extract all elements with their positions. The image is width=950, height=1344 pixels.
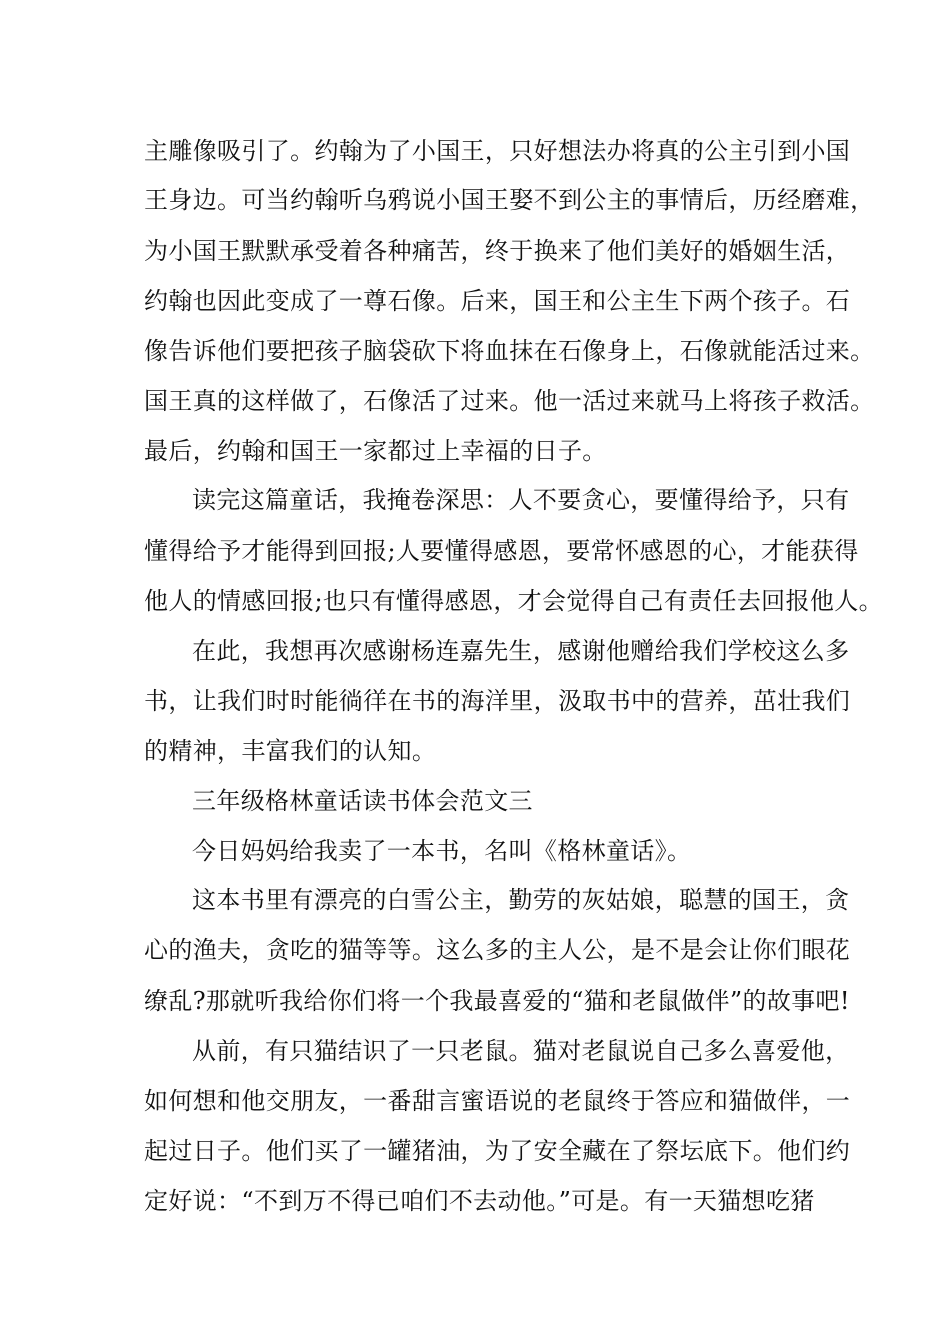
text-line: 缭乱?那就听我给你们将一个我最喜爱的“猫和老鼠做伴”的故事吧! [144,987,850,1015]
text-line: 书，让我们时时能徜徉在书的海洋里，汲取书中的营养，茁壮我们 [144,687,851,715]
text-line: 起过日子。他们买了一罐猪油，为了安全藏在了祭坛底下。他们约 [144,1137,851,1165]
text-line: 如何想和他交朋友，一番甜言蜜语说的老鼠终于答应和猫做伴，一 [144,1087,851,1115]
text-line: 最后，约翰和国王一家都过上幸福的日子。 [144,437,607,465]
text-line: 他人的情感回报;也只有懂得感恩，才会觉得自己有责任去回报他人。 [144,587,883,615]
text-line: 懂得给予才能得到回报;人要懂得感恩，要常怀感恩的心，才能获得 [144,537,859,565]
text-line: 心的渔夫，贪吃的猫等等。这么多的主人公，是不是会让你们眼花 [144,936,851,964]
paragraph-first-line: 从前，有只猫结识了一只老鼠。猫对老鼠说自己多么喜爱他， [192,1037,850,1065]
text-line: 约翰也因此变成了一尊石像。后来，国王和公主生下两个孩子。石 [144,287,851,315]
paragraph-first-line: 今日妈妈给我卖了一本书，名叫《格林童话》。 [192,837,692,865]
text-line: 像告诉他们要把孩子脑袋砍下将血抹在石像身上，石像就能活过来。 [144,337,875,365]
text-line: 王身边。可当约翰听乌鸦说小国王娶不到公主的事情后，历经磨难， [144,186,875,214]
paragraph-first-line: 在此，我想再次感谢杨连嘉先生，感谢他赠给我们学校这么多 [192,637,850,665]
text-line: 为小国王默默承受着各种痛苦，终于换来了他们美好的婚姻生活， [144,237,851,265]
paragraph-first-line: 这本书里有漂亮的白雪公主，勤劳的灰姑娘，聪慧的国王，贪 [192,886,850,914]
paragraph-first-line: 读完这篇童话，我掩卷深思：人不要贪心，要懂得给予，只有 [192,486,850,514]
text-line: 国王真的这样做了，石像活了过来。他一活过来就马上将孩子救活。 [144,387,875,415]
text-line: 定好说：“不到万不得已咱们不去动他。”可是。有一天猫想吃猪 [144,1187,815,1215]
text-line: 的精神，丰富我们的认知。 [144,737,437,765]
text-line: 主雕像吸引了。约翰为了小国王，只好想法办将真的公主引到小国 [144,137,851,165]
section-heading: 三年级格林童话读书体会范文三 [192,787,533,815]
